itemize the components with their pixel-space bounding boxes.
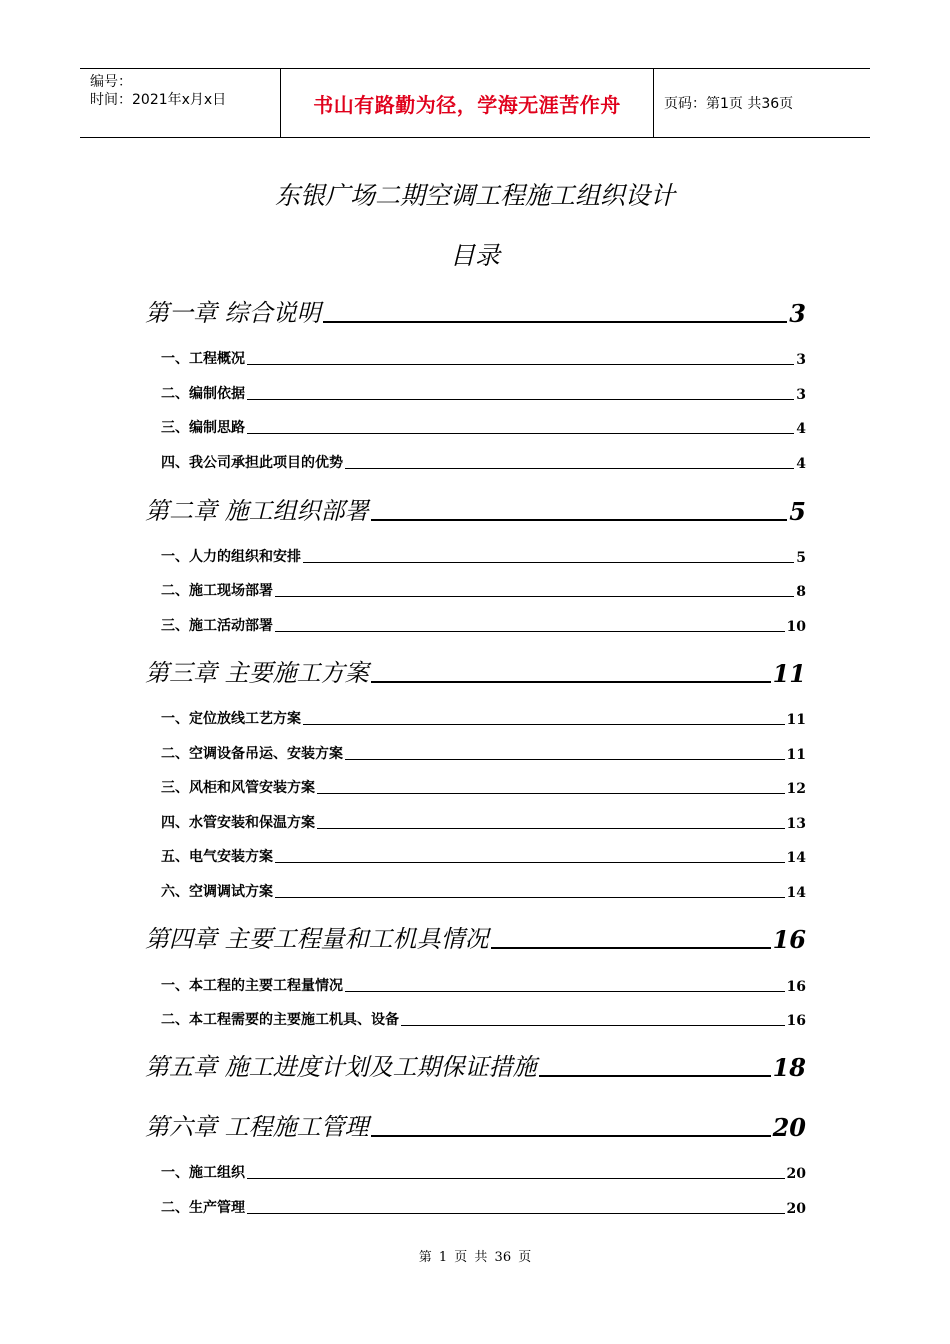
toc-leader-line xyxy=(317,828,785,829)
toc-entry-label: 三、编制思路 xyxy=(161,420,245,436)
toc-entry-page-number: 12 xyxy=(786,781,806,797)
document-title: 东银广场二期空调工程施工组织设计 xyxy=(274,181,675,210)
toc-section-entry[interactable] xyxy=(161,975,806,995)
toc-entry-page-number: 11 xyxy=(786,747,806,763)
toc-leader-line xyxy=(275,596,794,597)
toc-leader-line xyxy=(247,399,794,400)
toc-section-entry[interactable] xyxy=(161,777,806,797)
toc-entry-label: 一、施工组织 xyxy=(161,1165,245,1181)
toc-section-entry[interactable] xyxy=(161,452,806,472)
toc-leader-line xyxy=(317,793,785,794)
toc-chapter-entry[interactable] xyxy=(145,1110,806,1142)
toc-entry-page-number: 3 xyxy=(789,299,806,328)
toc-leader-line xyxy=(539,1075,771,1077)
toc-entry-label: 四、水管安装和保温方案 xyxy=(161,815,315,831)
toc-leader-line xyxy=(303,724,785,725)
toc-leader-line xyxy=(275,862,785,863)
toc-leader-line xyxy=(323,321,788,323)
toc-leader-line xyxy=(345,759,785,760)
toc-entry-label: 第二章 施工组织部署 xyxy=(145,497,369,525)
toc-entry-label: 第三章 主要施工方案 xyxy=(145,659,369,687)
document-time-label: 时间：2021年x月x日 xyxy=(90,92,227,108)
toc-entry-page-number: 8 xyxy=(796,584,806,600)
toc-chapter-entry[interactable] xyxy=(145,494,806,526)
toc-section-entry[interactable] xyxy=(161,383,806,403)
toc-entry-label: 二、生产管理 xyxy=(161,1200,245,1216)
toc-entry-page-number: 20 xyxy=(786,1201,806,1217)
toc-entry-label: 一、定位放线工艺方案 xyxy=(161,711,301,727)
toc-section-entry[interactable] xyxy=(161,846,806,866)
toc-chapter-entry[interactable] xyxy=(145,656,806,688)
toc-entry-label: 一、工程概况 xyxy=(161,351,245,367)
toc-leader-line xyxy=(371,1135,771,1137)
toc-entry-page-number: 18 xyxy=(772,1053,806,1082)
toc-section-entry[interactable] xyxy=(161,1162,806,1182)
toc-chapter-entry[interactable] xyxy=(145,296,806,328)
toc-leader-line xyxy=(247,364,794,365)
toc-entry-label: 二、施工现场部署 xyxy=(161,583,273,599)
toc-entry-page-number: 4 xyxy=(796,456,806,472)
page-footer: 第 1 页 共 36 页 xyxy=(418,1250,532,1265)
toc-entry-label: 一、人力的组织和安排 xyxy=(161,549,301,565)
toc-entry-page-number: 14 xyxy=(786,885,806,901)
toc-leader-line xyxy=(247,1178,785,1179)
toc-section-entry[interactable] xyxy=(161,615,806,635)
toc-leader-line xyxy=(275,897,785,898)
toc-leader-line xyxy=(371,519,788,521)
toc-leader-line xyxy=(491,947,771,949)
toc-entry-page-number: 16 xyxy=(772,925,806,954)
header-slogan-cell xyxy=(281,69,654,137)
toc-section-entry[interactable] xyxy=(161,417,806,437)
toc-entry-page-number: 5 xyxy=(789,497,806,526)
toc-entry-page-number: 14 xyxy=(786,850,806,866)
page-header xyxy=(80,68,870,138)
toc-section-entry[interactable] xyxy=(161,1197,806,1217)
toc-entry-label: 二、本工程需要的主要施工机具、设备 xyxy=(161,1012,399,1028)
toc-section-entry[interactable] xyxy=(161,1009,806,1029)
toc-leader-line xyxy=(345,991,785,992)
toc-section-entry[interactable] xyxy=(161,546,806,566)
toc-title: 目录 xyxy=(449,241,500,270)
toc-entry-label: 第四章 主要工程量和工机具情况 xyxy=(145,925,489,953)
toc-chapter-entry[interactable] xyxy=(145,922,806,954)
toc-section-entry[interactable] xyxy=(161,881,806,901)
toc-leader-line xyxy=(345,468,794,469)
toc-entry-label: 一、本工程的主要工程量情况 xyxy=(161,978,343,994)
toc-entry-page-number: 11 xyxy=(786,712,806,728)
toc-entry-page-number: 13 xyxy=(786,816,806,832)
toc-entry-label: 第一章 综合说明 xyxy=(145,299,321,327)
toc-entry-label: 六、空调调试方案 xyxy=(161,884,273,900)
toc-leader-line xyxy=(247,1213,785,1214)
header-slogan: 书山有路勤为径，学海无涯苦作舟 xyxy=(313,92,621,117)
document-number-label: 编号： xyxy=(90,74,132,90)
toc-entry-page-number: 16 xyxy=(786,1013,806,1029)
toc-entry-page-number: 16 xyxy=(786,979,806,995)
toc-section-entry[interactable] xyxy=(161,708,806,728)
header-meta xyxy=(80,69,281,137)
toc-entry-label: 第六章 工程施工管理 xyxy=(145,1113,369,1141)
toc-leader-line xyxy=(303,562,794,563)
toc-entry-page-number: 4 xyxy=(796,421,806,437)
toc-entry-page-number: 11 xyxy=(772,659,806,688)
toc-section-entry[interactable] xyxy=(161,348,806,368)
toc-entry-label: 五、电气安装方案 xyxy=(161,849,273,865)
toc-leader-line xyxy=(247,433,794,434)
toc-section-entry[interactable] xyxy=(161,743,806,763)
toc-entry-label: 四、我公司承担此项目的优势 xyxy=(161,455,343,471)
toc-section-entry[interactable] xyxy=(161,580,806,600)
toc-leader-line xyxy=(275,631,785,632)
toc-entry-page-number: 3 xyxy=(796,387,806,403)
toc-chapter-entry[interactable] xyxy=(145,1050,806,1082)
toc-leader-line xyxy=(371,681,771,683)
toc-entry-label: 三、风柜和风管安装方案 xyxy=(161,780,315,796)
toc-leader-line xyxy=(401,1025,785,1026)
toc-section-entry[interactable] xyxy=(161,812,806,832)
toc-entry-label: 第五章 施工进度计划及工期保证措施 xyxy=(145,1053,537,1081)
toc-entry-label: 三、施工活动部署 xyxy=(161,618,273,634)
header-page-info: 页码：第1页 共36页 xyxy=(664,96,794,112)
toc-entry-label: 二、编制依据 xyxy=(161,386,245,402)
toc-entry-page-number: 20 xyxy=(772,1113,806,1142)
toc-entry-page-number: 3 xyxy=(796,352,806,368)
toc-entry-page-number: 5 xyxy=(796,550,806,566)
toc-entry-page-number: 20 xyxy=(786,1166,806,1182)
toc-entry-label: 二、空调设备吊运、安装方案 xyxy=(161,746,343,762)
toc-entry-page-number: 10 xyxy=(786,619,806,635)
